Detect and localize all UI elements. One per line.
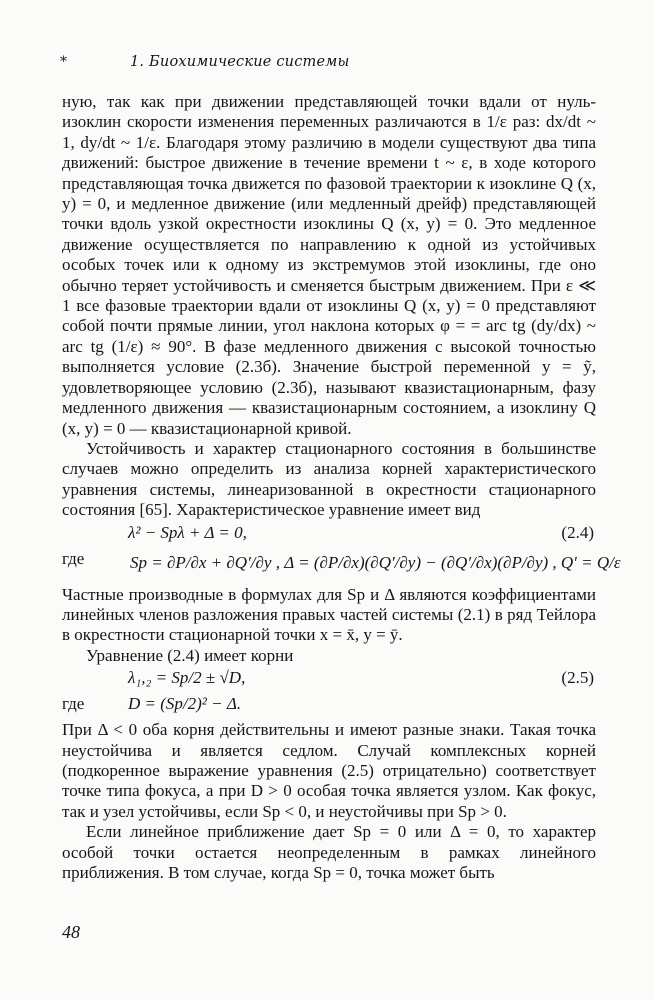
equation-2-4-number: (2.4) [561, 522, 594, 542]
equation-2-5 [62, 668, 596, 692]
paragraph-3: Частные производные в формулах для Sp и Δ являются коэффициентами линейных членов разложения правых частей системы (2.1) в ряд Тейлора в окрестности стационарной точки x = x̄, y = ȳ. [62, 584, 596, 645]
equation-2-5-number: (2.5) [561, 668, 594, 688]
header-marker: * [60, 54, 67, 70]
equation-2-5-formula: λ₁,₂ = Sp/2 ± √D, [128, 668, 246, 688]
paragraph-4: Уравнение (2.4) имеет корни [86, 645, 294, 665]
paragraph-6: Если линейное приближение дает Sp = 0 или Δ = 0, то характер особой точки остается неопределенным в рамках линейного приближения. В том случае, когда Sp = 0, точка может быть [62, 822, 596, 882]
page-body [62, 92, 621, 883]
chapter-title: 1. Биохимические системы [130, 54, 350, 70]
equation-2-4 [62, 523, 596, 547]
equation-d-definition [62, 694, 596, 718]
where-label-1: где [62, 548, 85, 568]
equation-definitions [62, 548, 621, 583]
definitions-formula: Sp = ∂P/∂x + ∂Q′/∂y , Δ = (∂P/∂x)(∂Q′/∂y) − (∂Q′/∂x)(∂P/∂y) , Q′ = Q/ε [130, 552, 621, 572]
paragraph-1: ную, так как при движении представляющей точки вдали от нуль-изоклин скорости изменения переменных различаются в 1/ε раз: dx/dt ~ 1, dy/dt ~ 1/ε. Благодаря этому различию в модели существуют два типа движений: быстрое движение в течение времени t ~ ε, в ходе которого представляющая точка движется по фазовой траектории к изоклине Q (x, y) = 0, и медленное движение (или медленный дрейф) представляющей точки вдоль узкой окрестности изоклины Q (x, y) = 0. Это медленное движение осуществляется по направлению к одной из устойчивых особых точек или к одному из экстремумов этой изоклины, где оно обычно теряет устойчивость и сменяется быстрым движением. При ε ≪ 1 все фазовые траектории вдали от изоклины Q (x, y) = 0 представляют собой почти прямые линии, угол наклона которых φ = = arc tg (dy/dx) ~ arc tg (1/ε) ≈ 90°. В фазе медленного движения с высокой точностью выполняется условие (2.3б). Значение быстрой переменной y = ỹ, удовлетворяющее условию (2.3б), называют квазистационарным, фазу медленного движения — квазистационарным состоянием, а изоклину Q (x, y) = 0 — квазистационарной кривой. [62, 92, 596, 438]
where-label-2: где [62, 694, 85, 714]
d-definition-formula: D = (Sp/2)² − Δ. [128, 694, 242, 714]
paragraph-2: Устойчивость и характер стационарного состояния в большинстве случаев можно определить из анализа корней характеристического уравнения системы, линеаризованной в окрестности стационарного состояния [65]. Характеристическое уравнение имеет вид [62, 438, 596, 520]
page-number: 48 [62, 922, 80, 942]
equation-2-4-formula: λ² − Spλ + Δ = 0, [128, 522, 247, 542]
paragraph-5: При Δ < 0 оба корня действительны и имеют разные знаки. Такая точка неустойчива и является седлом. Случай комплексных корней (подкоренное выражение уравнения (2.5) отрицательно) соответствует точке типа фокуса, а при D > 0 особая точка является узлом. Как фокус, так и узел устойчивы, если Sp < 0, и неустойчивы при Sp > 0. [62, 720, 596, 821]
running-header [60, 54, 600, 74]
